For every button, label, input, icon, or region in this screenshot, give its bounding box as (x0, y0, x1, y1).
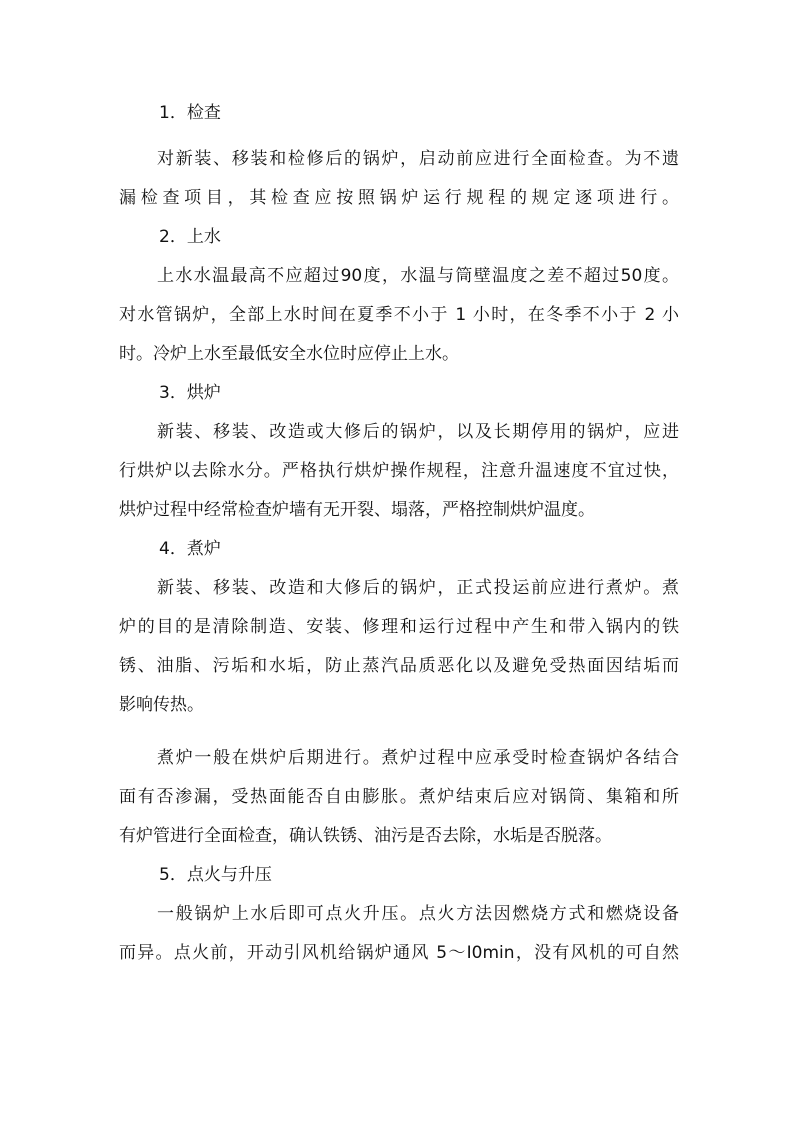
paragraph-line: 而异。点火前，开动引风机给锅炉通风 5～I0min，没有风机的可自然 (119, 943, 679, 963)
paragraph-line: 新装、移装、改造和大修后的锅炉，正式投运前应进行煮炉。煮 (157, 578, 679, 598)
section-heading-1: 1．检查 (159, 103, 221, 123)
paragraph-line: 上水水温最高不应超过90度，水温与筒壁温度之差不超过50度。 (157, 266, 679, 286)
paragraph-line: 影响传热。 (119, 695, 204, 715)
paragraph-line: 烘炉过程中经常检查炉墙有无开裂、塌落，严格控制烘炉温度。 (119, 500, 595, 520)
paragraph-line: 对新装、移装和检修后的锅炉，启动前应进行全面检查。为不遗 (157, 149, 679, 169)
paragraph-line: 煮炉一般在烘炉后期进行。煮炉过程中应承受时检查锅炉各结合 (157, 748, 679, 768)
paragraph-line: 锈、油脂、污垢和水垢，防止蒸汽品质恶化以及避免受热面因结垢而 (119, 656, 679, 676)
paragraph-line: 一般锅炉上水后即可点火升压。点火方法因燃烧方式和燃烧设备 (157, 904, 679, 924)
paragraph-line: 时。冷炉上水至最低安全水位时应停止上水。 (119, 344, 459, 364)
paragraph-line: 漏检查项目，其检查应按照锅炉运行规程的规定逐项进行。 (119, 188, 679, 208)
paragraph-line: 新装、移装、改造或大修后的锅炉，以及长期停用的锅炉，应进 (157, 422, 679, 442)
section-heading-4: 4．煮炉 (159, 539, 221, 559)
paragraph-line: 面有否渗漏，受热面能否自由膨胀。煮炉结束后应对锅筒、集箱和所 (119, 787, 679, 807)
paragraph-line: 有炉管进行全面检查，确认铁锈、油污是否去除，水垢是否脱落。 (119, 826, 612, 846)
section-heading-3: 3．烘炉 (159, 383, 221, 403)
section-heading-5: 5．点火与升压 (159, 865, 272, 885)
paragraph-line: 行烘炉以去除水分。严格执行烘炉操作规程，注意升温速度不宜过快， (119, 461, 679, 481)
paragraph-line: 炉的目的是清除制造、安装、修理和运行过程中产生和带入锅内的铁 (119, 617, 679, 637)
paragraph-line: 对水管锅炉，全部上水时间在夏季不小于 1 小时，在冬季不小于 2 小 (119, 305, 679, 325)
section-heading-2: 2．上水 (159, 227, 221, 247)
